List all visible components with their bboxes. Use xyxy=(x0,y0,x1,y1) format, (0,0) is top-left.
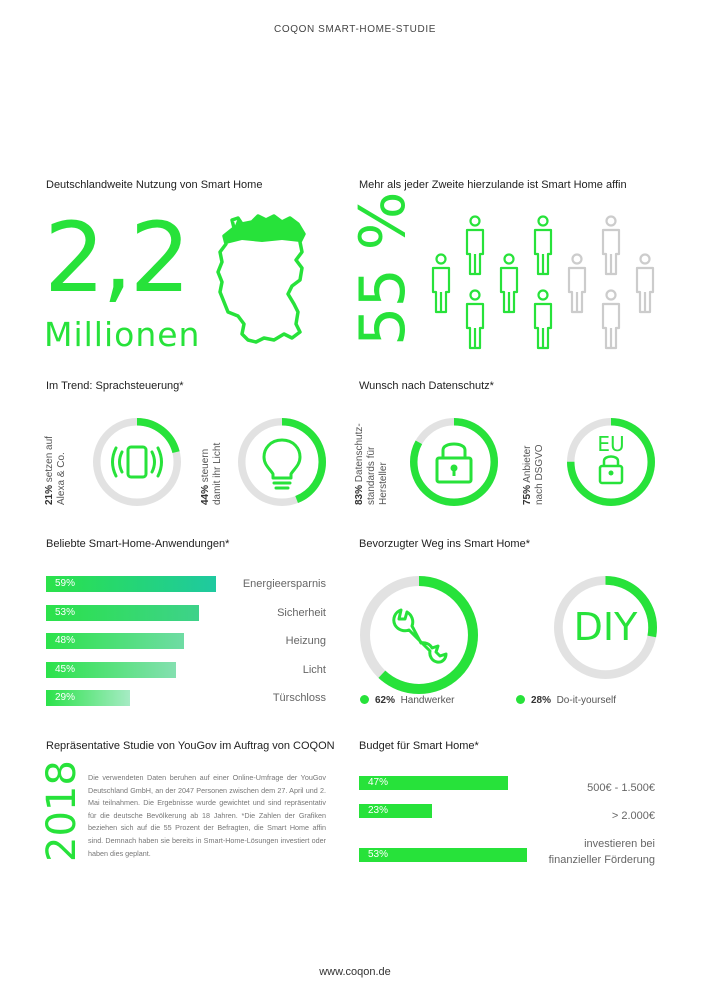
application-bar: 53% xyxy=(46,605,199,621)
person-icon xyxy=(569,255,585,313)
person-icon xyxy=(467,291,483,349)
study-section-title: Repräsentative Studie von YouGov im Auftrag von COQON xyxy=(46,740,335,752)
study-year: 2018 xyxy=(39,760,85,862)
diy-label: DIY xyxy=(573,605,638,649)
usage-unit: Millionen xyxy=(44,315,201,354)
footer-url: www.coqon.de xyxy=(319,966,391,978)
budget-bar: 47% xyxy=(359,776,508,790)
application-label: Sicherheit xyxy=(277,606,326,619)
voice-stat-2: 44% steuern damit ihr Licht xyxy=(200,442,223,505)
applications-section-title: Beliebte Smart-Home-Anwendungen* xyxy=(46,538,230,550)
usage-value: 2,2 xyxy=(44,202,188,314)
people-pictogram xyxy=(420,214,665,354)
budget-label-line: > 2.000€ xyxy=(611,810,655,822)
privacy-section-title: Wunsch nach Datenschutz* xyxy=(359,380,494,392)
person-icon xyxy=(433,255,449,313)
padlock-icon xyxy=(420,428,488,496)
privacy-stat-2: 75% Anbieter nach DSGVO xyxy=(522,444,545,505)
application-label: Licht xyxy=(302,663,326,676)
application-label: Energieersparnis xyxy=(242,578,326,590)
person-icon xyxy=(603,291,619,349)
person-icon xyxy=(535,291,551,349)
usage-section-title: Deutschlandweite Nutzung von Smart Home xyxy=(46,179,263,191)
budget-label xyxy=(505,808,655,824)
affinity-section-title: Mehr als jeder Zweite hierzulande ist Smart Home affin xyxy=(359,179,627,191)
budget-label-line: investieren bei xyxy=(584,838,655,850)
page-header: COQON SMART-HOME-STUDIE xyxy=(274,24,436,35)
application-bar: 29% xyxy=(46,690,130,706)
eu-padlock-icon xyxy=(577,428,645,496)
privacy-stat-1: 83% Datenschutz- standards für Hersteller xyxy=(354,423,389,505)
smartphone-vibrate-icon xyxy=(103,428,171,496)
budget-label xyxy=(505,780,655,796)
budget-label-line: finanzieller Förderung xyxy=(548,854,655,866)
person-icon xyxy=(535,217,551,275)
eu-label: EU xyxy=(597,432,625,456)
budget-bar: 53% xyxy=(359,848,527,862)
application-bar: 45% xyxy=(46,662,176,678)
budget-label xyxy=(505,836,655,868)
budget-section-title: Budget für Smart Home* xyxy=(359,740,479,752)
lightbulb-icon xyxy=(248,428,316,496)
person-icon xyxy=(467,217,483,275)
legend-dot xyxy=(516,695,525,704)
person-icon xyxy=(501,255,517,313)
voice-stat-1: 21% setzen auf Alexa & Co. xyxy=(44,436,67,505)
germany-map-icon xyxy=(212,212,312,352)
path-section-title: Bevorzugter Weg ins Smart Home* xyxy=(359,538,530,550)
budget-bar: 23% xyxy=(359,804,432,818)
application-bar: 59% xyxy=(46,576,216,592)
person-icon xyxy=(603,217,619,275)
application-label: Heizung xyxy=(285,635,326,647)
path-legend-1: 62% Handwerker xyxy=(360,695,455,706)
application-label: Türschloss xyxy=(272,692,326,704)
voice-section-title: Im Trend: Sprachsteuerung* xyxy=(46,380,184,392)
study-description: Die verwendeten Daten beruhen auf einer Online-Umfrage der YouGov Deutschland GmbH, an der 2047 Personen zwischen dem 27. April und 2. Mai teilnahmen. Die Ergebnisse wurde gewichtet und sind repräsentativ für die deutsche Bevölkerung ab 18 Jahren. *Die Zahlen der Grafiken beziehen sich auf die 55 Prozent der Befragten, die Smart Home affin sind. Demnach haben sie bereits in Smart-Home-Lösungen investiert oder haben dies geplant. xyxy=(88,773,326,858)
person-icon xyxy=(637,255,653,313)
legend-dot xyxy=(360,695,369,704)
path-legend-2: 28% Do-it-yourself xyxy=(516,695,616,706)
affinity-value: 55 % xyxy=(346,192,419,346)
wrench-icon xyxy=(385,601,453,669)
budget-label-line: 500€ - 1.500€ xyxy=(587,782,655,794)
application-bar: 48% xyxy=(46,633,184,649)
